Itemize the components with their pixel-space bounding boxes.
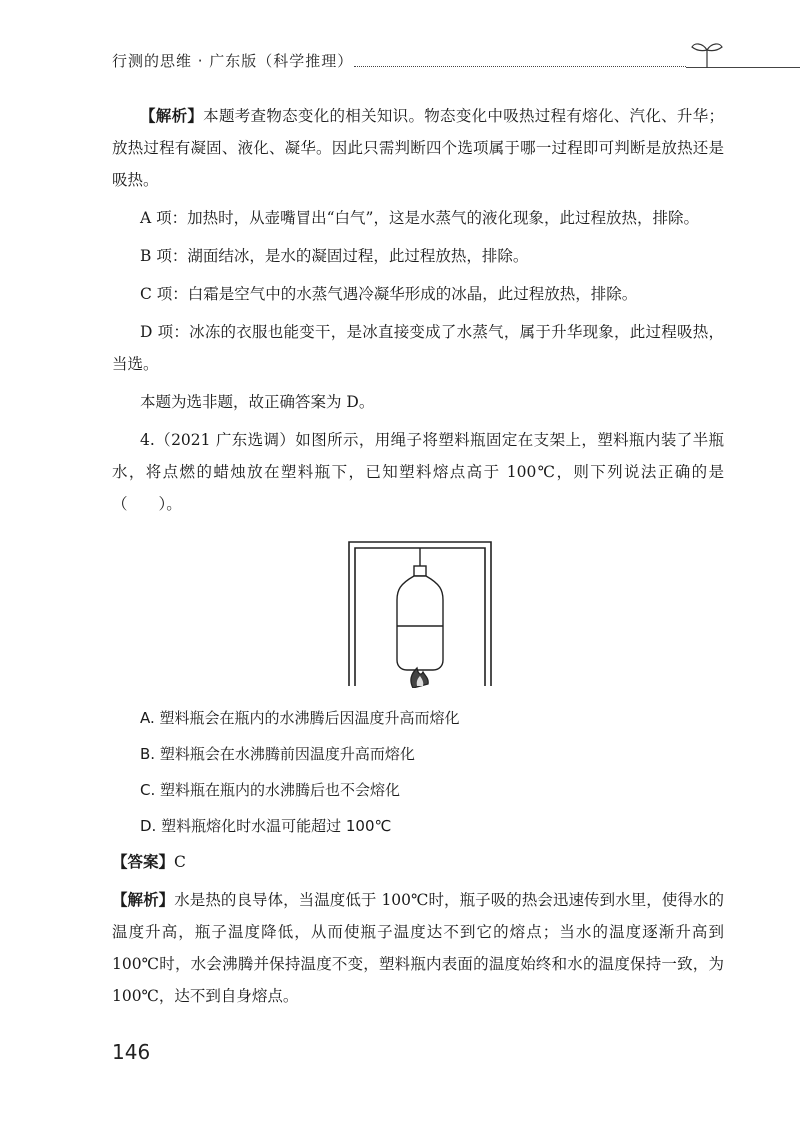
analysis-item-c: C 项：白霜是空气中的水蒸气遇冷凝华形成的冰晶，此过程放热，排除。 xyxy=(140,285,638,303)
analysis-item-a: A 项：加热时，从壶嘴冒出“白气”，这是水蒸气的液化现象，此过程放热，排除。 xyxy=(140,209,699,227)
page-number: 146 xyxy=(112,1040,151,1064)
analysis-item-d: D 项：冰冻的衣服也能变干，是冰直接变成了水蒸气，属于升华现象，此过程吸热，当选。 xyxy=(112,323,724,373)
sprout-icon xyxy=(690,40,724,70)
header-dotted-rule xyxy=(354,66,686,67)
answer-analysis xyxy=(112,884,724,1012)
page-body xyxy=(112,100,724,1018)
option-d: D. 塑料瓶熔化时水温可能超过 100℃ xyxy=(140,817,392,835)
answer-analysis-tag: 【解析】 xyxy=(112,891,175,909)
answer-tag: 【答案】 xyxy=(112,853,175,871)
answer-value: C xyxy=(174,853,186,871)
question-stem: 4.（2021 广东选调）如图所示，用绳子将塑料瓶固定在支架上，塑料瓶内装了半瓶水，将点燃的蜡烛放在塑料瓶下，已知塑料熔点高于 100℃，则下列说法正确的是（ ）。 xyxy=(112,431,724,513)
analysis-text: 本题考查物态变化的相关知识。物态变化中吸热过程有熔化、汽化、升华；放热过程有凝固、液化、凝华。因此只需判断四个选项属于哪一过程即可判断是放热还是吸热。 xyxy=(112,107,724,189)
analysis-paragraph xyxy=(112,100,724,196)
option-a: A. 塑料瓶会在瓶内的水沸腾后因温度升高而熔化 xyxy=(140,709,460,727)
header-title: 行测的思维 · 广东版（科学推理） xyxy=(112,52,354,70)
option-b: B. 塑料瓶会在水沸腾前因温度升高而熔化 xyxy=(140,745,415,763)
option-c: C. 塑料瓶在瓶内的水沸腾后也不会熔化 xyxy=(140,781,401,799)
running-header xyxy=(112,40,720,80)
bottle-stand-figure xyxy=(345,538,495,688)
analysis-tag: 【解析】 xyxy=(140,107,204,125)
answer-analysis-text: 水是热的良导体，当温度低于 100℃时，瓶子吸的热会迅速传到水里，使得水的温度升高，瓶子温度降低，从而使瓶子温度达不到它的熔点；当水的温度逐渐升高到 100℃时，水会沸腾并保持温度不变，塑料瓶内表面的温度始终和水的温度保持一致，为 100℃，达不到自身熔点。 xyxy=(112,891,724,1005)
bottle-stand-illustration xyxy=(345,538,495,688)
analysis-conclusion: 本题为选非题，故正确答案为 D。 xyxy=(140,393,375,411)
analysis-item-b: B 项：湖面结冰，是水的凝固过程，此过程放热，排除。 xyxy=(140,247,529,265)
answer-line xyxy=(112,846,724,878)
